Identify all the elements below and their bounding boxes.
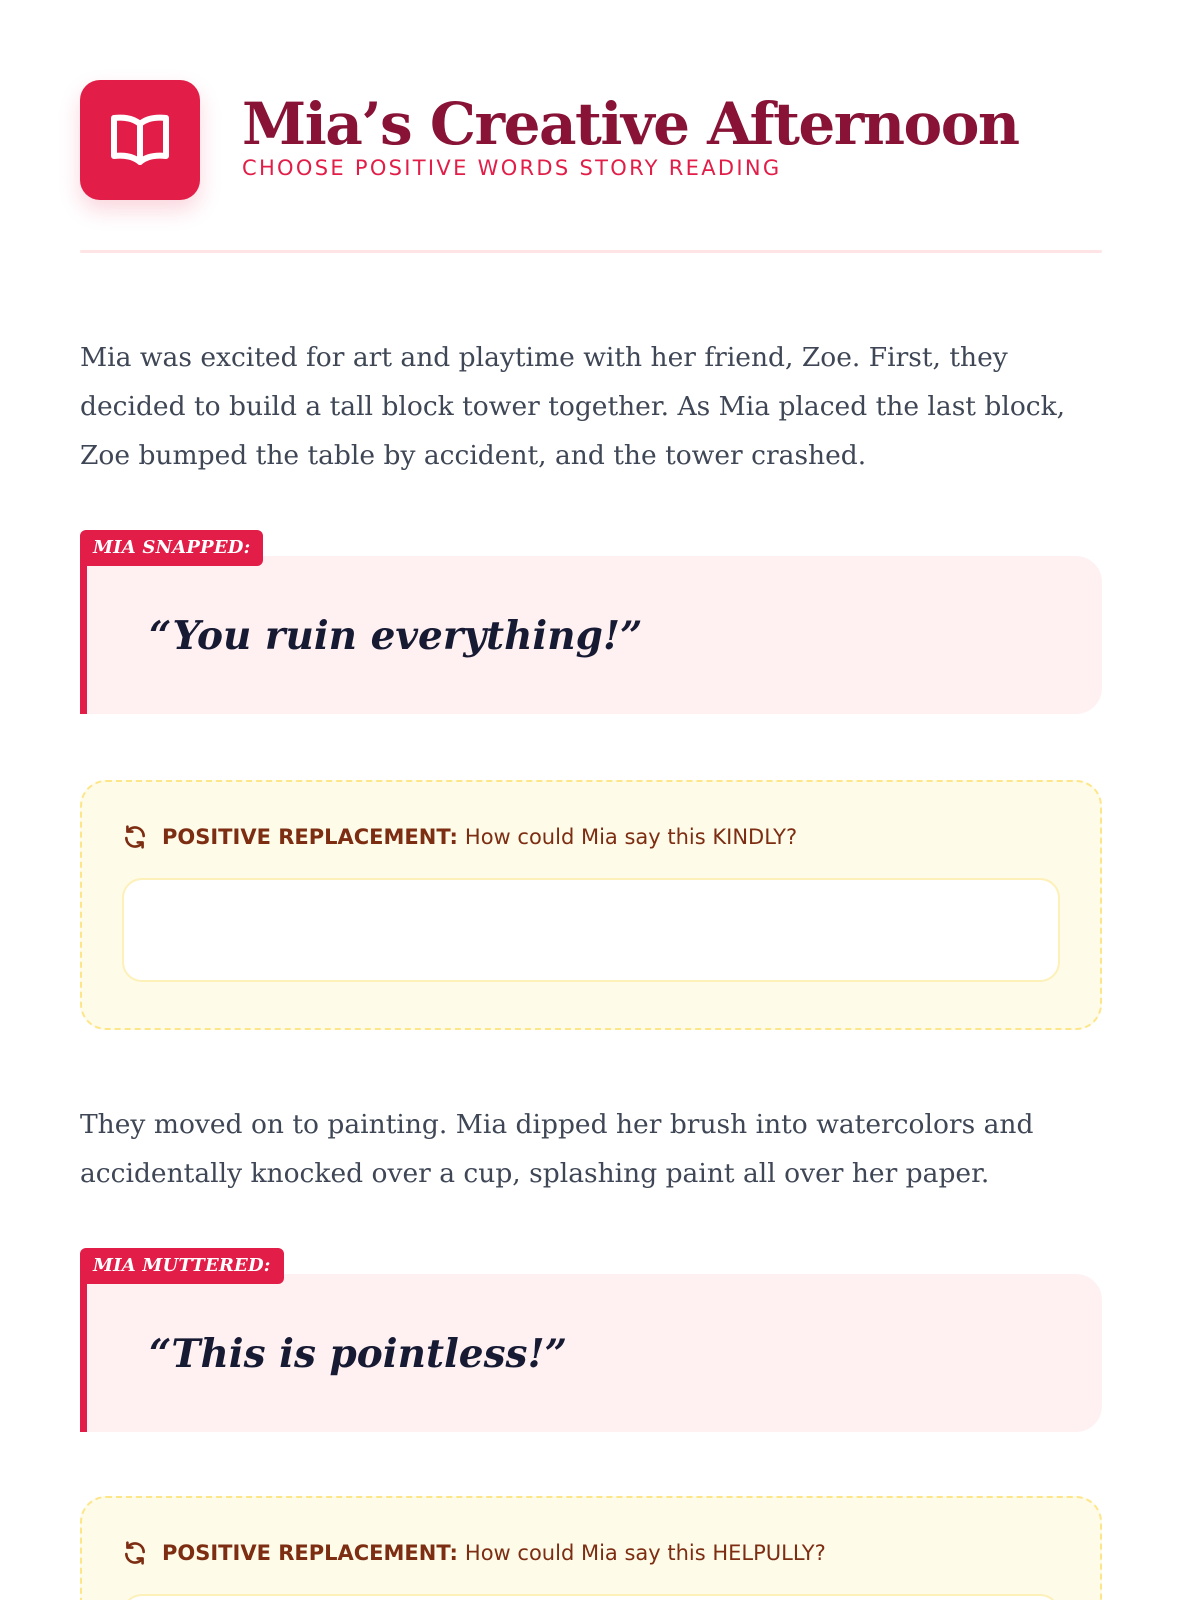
dialogue-block-2	[80, 1255, 1102, 1432]
refresh-cycle-icon	[122, 824, 148, 850]
dialogue-block-1	[80, 537, 1102, 714]
dialogue-quote: “This is pointless!”	[149, 1331, 568, 1377]
replacement-answer-input[interactable]	[122, 878, 1060, 982]
positive-replacement-box-2	[80, 1496, 1102, 1600]
replacement-label-question: How could Mia say this KINDLY?	[464, 825, 798, 849]
page-subtitle: CHOOSE POSITIVE WORDS STORY READING	[242, 156, 782, 181]
speaker-tag: MIA SNAPPED:	[80, 530, 263, 566]
page-title: Mia’s Creative Afternoon	[242, 89, 1019, 158]
replacement-label-prefix: POSITIVE REPLACEMENT:	[162, 1541, 458, 1565]
replacement-label	[122, 822, 1060, 852]
page-header	[80, 0, 1102, 200]
dialogue-quote: “You ruin everything!”	[149, 613, 643, 659]
replacement-label	[122, 1538, 1060, 1568]
story-paragraph-2: They moved on to painting. Mia dipped her brush into watercolors and accidentally knocked over a cup, splashing paint all over her paper.	[80, 1109, 1034, 1189]
refresh-cycle-icon	[122, 1540, 148, 1566]
replacement-answer-input[interactable]	[122, 1594, 1060, 1600]
header-divider	[80, 250, 1102, 253]
book-logo	[80, 80, 200, 200]
speaker-tag: MIA MUTTERED:	[80, 1248, 284, 1284]
story-paragraph-1: Mia was excited for art and playtime with her friend, Zoe. First, they decided to build a tall block tower together. As Mia placed the last block, Zoe bumped the table by accident, and the tower crashed.	[80, 342, 1066, 471]
replacement-label-question: How could Mia say this HELPULLY?	[464, 1541, 826, 1565]
open-book-icon	[109, 112, 171, 168]
title-block	[242, 89, 1019, 181]
replacement-label-prefix: POSITIVE REPLACEMENT:	[162, 825, 458, 849]
positive-replacement-box-1	[80, 780, 1102, 1030]
